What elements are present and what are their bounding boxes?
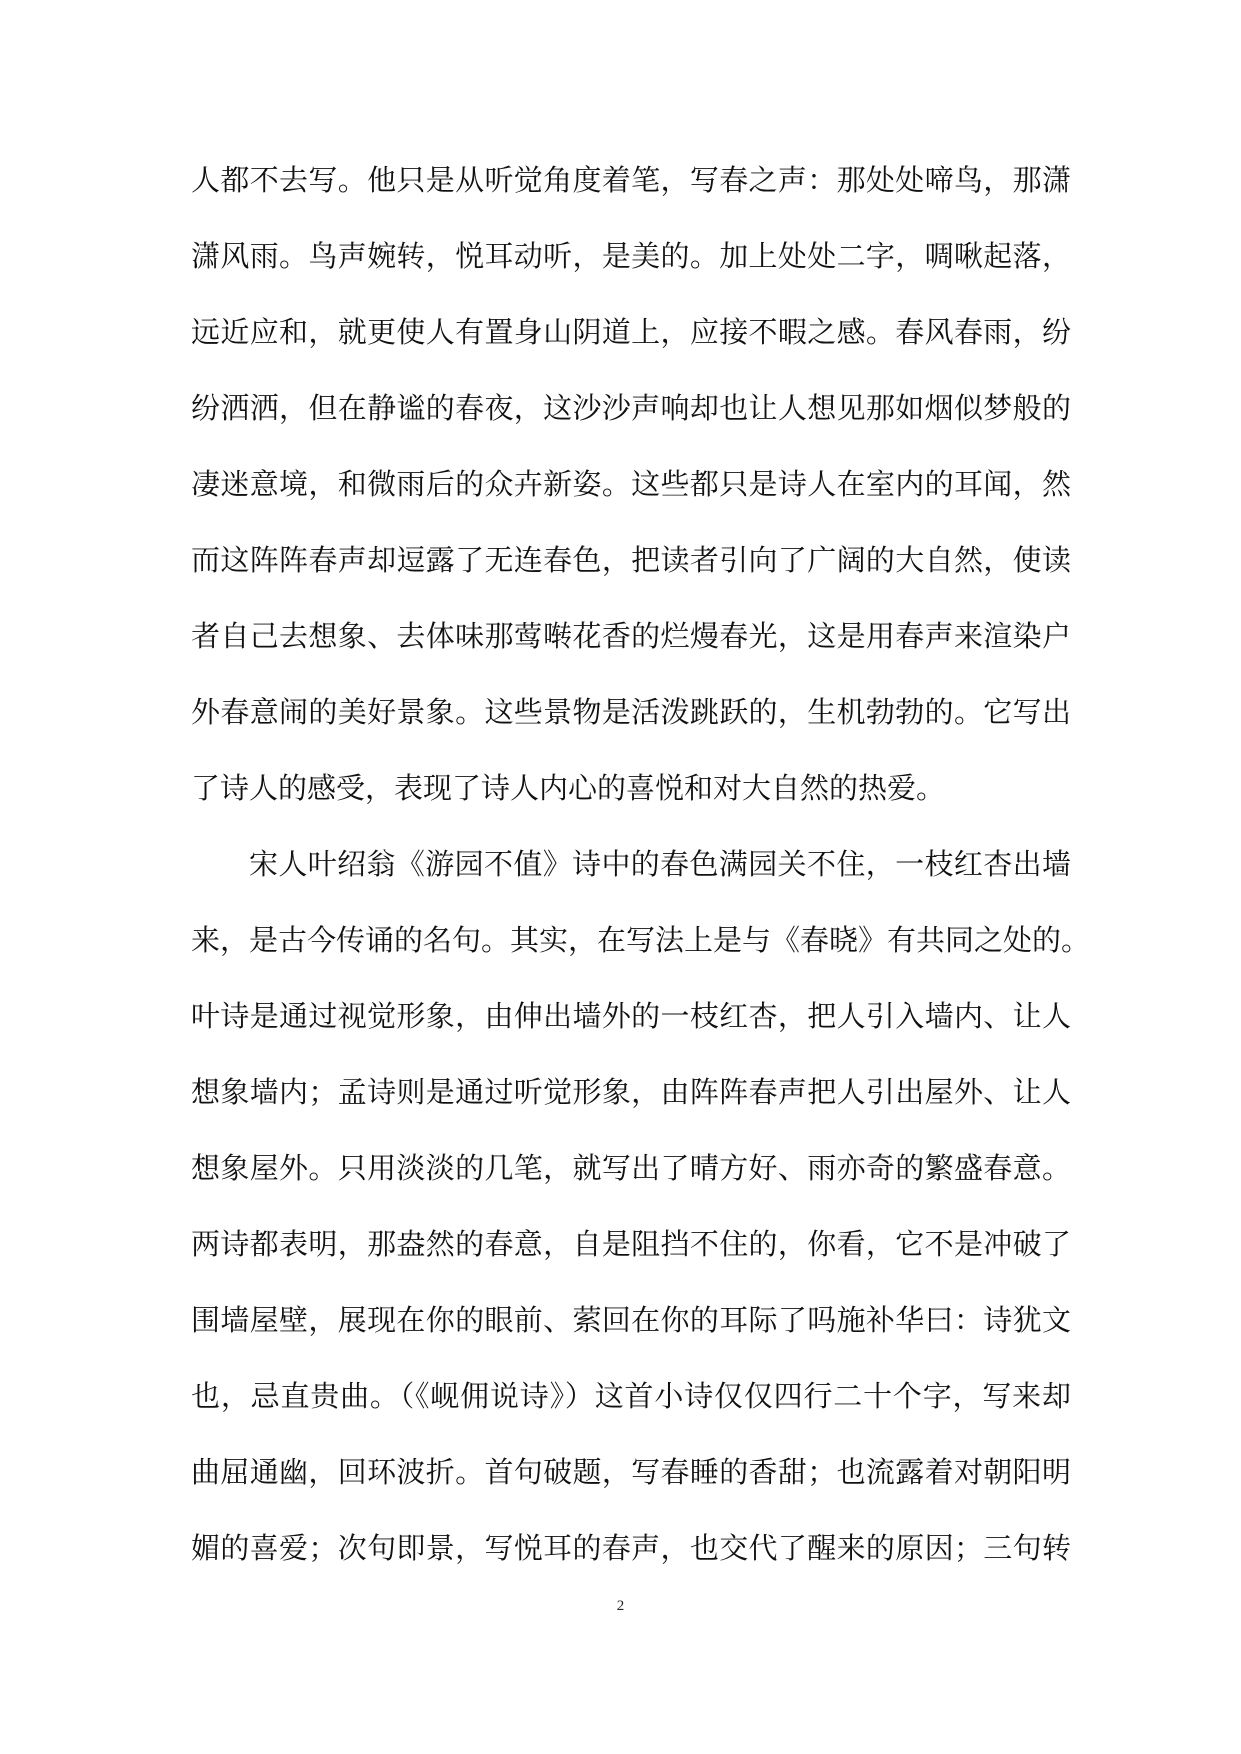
text-line: 想象墙内；孟诗则是通过听觉形象，由阵阵春声把人引出屋外、让人 [191, 1075, 1071, 1109]
text-line: 外春意闹的美好景象。这些景物是活泼跳跃的，生机勃勃的。它写出 [191, 695, 1071, 729]
text-line: 两诗都表明，那盎然的春意，自是阻挡不住的，你看，它不是冲破了 [191, 1227, 1071, 1261]
text-line: 了诗人的感受，表现了诗人内心的喜悦和对大自然的热爱。 [191, 771, 946, 805]
text-line: 凄迷意境，和微雨后的众卉新姿。这些都只是诗人在室内的耳闻，然 [191, 467, 1071, 501]
text-line: 者自己去想象、去体味那莺啭花香的烂熳春光，这是用春声来渲染户 [191, 619, 1071, 653]
text-line: 也，忌直贵曲。（《岘佣说诗》）这首小诗仅仅四行二十个字，写来却 [191, 1379, 1071, 1413]
text-line: 潇风雨。鸟声婉转，悦耳动听，是美的。加上处处二字，啁啾起落， [191, 239, 1071, 273]
text-line: 媚的喜爱；次句即景，写悦耳的春声，也交代了醒来的原因；三句转 [191, 1531, 1071, 1565]
page-number: 2 [616, 1598, 625, 1614]
text-line: 想象屋外。只用淡淡的几笔，就写出了晴方好、雨亦奇的繁盛春意。 [191, 1151, 1071, 1185]
body-text [191, 142, 1091, 1586]
text-line: 宋人叶绍翁《游园不值》诗中的春色满园关不住，一枝红杏出墙 [249, 847, 1071, 881]
text-line: 来，是古今传诵的名句。其实，在写法上是与《春晓》有共同之处的。 [191, 923, 1091, 957]
text-line: 围墙屋壁，展现在你的眼前、萦回在你的耳际了吗施补华曰：诗犹文 [191, 1303, 1071, 1337]
text-line: 而这阵阵春声却逗露了无连春色，把读者引向了广阔的大自然，使读 [191, 543, 1071, 577]
text-line: 远近应和，就更使人有置身山阴道上，应接不暇之感。春风春雨，纷 [191, 315, 1071, 349]
text-line: 曲屈通幽，回环波折。首句破题，写春睡的香甜；也流露着对朝阳明 [191, 1455, 1071, 1489]
text-line: 人都不去写。他只是从听觉角度着笔，写春之声：那处处啼鸟，那潇 [191, 163, 1071, 197]
text-line: 纷洒洒，但在静谧的春夜，这沙沙声响却也让人想见那如烟似梦般的 [191, 391, 1071, 425]
text-line: 叶诗是通过视觉形象，由伸出墙外的一枝红杏，把人引入墙内、让人 [191, 999, 1071, 1033]
